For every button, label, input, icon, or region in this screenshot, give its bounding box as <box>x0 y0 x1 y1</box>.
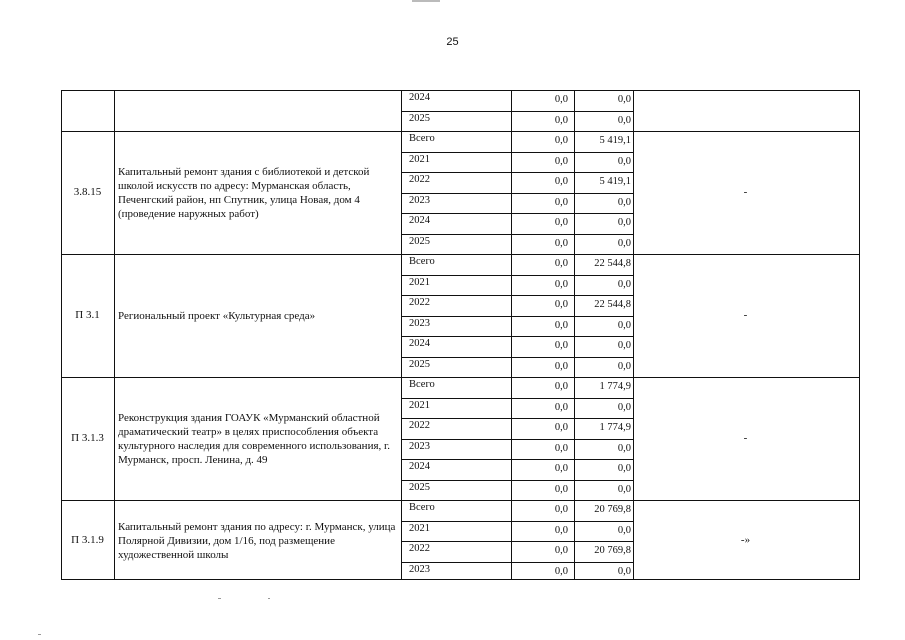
year-cell: 2021 <box>409 399 430 411</box>
value-cell: 0,0 <box>554 545 568 556</box>
year-cell: 2025 <box>409 358 430 370</box>
value-cell: 0,0 <box>617 94 631 105</box>
value-cell: 0,0 <box>617 196 631 208</box>
column-divider <box>633 90 634 580</box>
value-cell: 0,0 <box>617 483 631 495</box>
year-cell: 2021 <box>409 522 430 534</box>
value-cell: 0,0 <box>554 176 568 187</box>
year-cell: 2021 <box>409 153 430 165</box>
year-cell: 2022 <box>409 174 430 185</box>
value-cell: 1 774,9 <box>599 381 631 392</box>
value-cell: 0,0 <box>617 319 631 331</box>
table-border <box>61 90 860 580</box>
item-note: - <box>743 308 748 321</box>
year-cell: 2022 <box>409 543 430 554</box>
value-cell: 0,0 <box>554 340 568 351</box>
page-number: 25 <box>446 36 459 48</box>
value-cell: 0,0 <box>554 504 568 515</box>
section-divider <box>61 500 860 501</box>
row-divider <box>401 459 633 460</box>
item-note: - <box>743 431 748 444</box>
value-cell: 0,0 <box>554 94 568 105</box>
value-cell: 0,0 <box>554 258 568 269</box>
row-divider <box>401 398 633 399</box>
item-note: - <box>743 185 748 198</box>
year-cell: 2022 <box>409 420 430 431</box>
section-divider <box>61 254 860 255</box>
value-cell: 0,0 <box>554 155 568 167</box>
section-divider <box>61 131 860 132</box>
value-cell: 0,0 <box>617 360 631 372</box>
value-cell: 0,0 <box>554 299 568 310</box>
row-divider <box>401 275 633 276</box>
item-name: Капитальный ремонт здания с библиотекой и детской школой искусств по адресу: Мурманская область, Печенгский район, нп Спутник, улица Новая, дом 4 (проведение наружных работ) <box>118 165 370 220</box>
value-cell: 0,0 <box>554 360 568 372</box>
column-divider <box>114 90 115 580</box>
year-cell: Всего <box>409 502 435 513</box>
year-cell: Всего <box>409 379 435 390</box>
value-cell: 0,0 <box>617 401 631 413</box>
column-divider <box>511 90 512 580</box>
row-divider <box>401 172 633 173</box>
item-note: -» <box>740 534 751 546</box>
value-cell: 0,0 <box>617 524 631 536</box>
row-divider <box>401 234 633 235</box>
value-cell: 0,0 <box>617 237 631 249</box>
value-cell: 0,0 <box>554 463 568 474</box>
year-cell: 2025 <box>409 235 430 247</box>
value-cell: 0,0 <box>617 442 631 454</box>
row-divider <box>401 111 633 112</box>
value-cell: 0,0 <box>554 524 568 536</box>
year-cell: 2024 <box>409 215 430 226</box>
item-code: П 3.1 <box>75 308 100 321</box>
row-divider <box>401 521 633 522</box>
value-cell: 0,0 <box>554 217 568 228</box>
scan-speck <box>38 634 41 635</box>
value-cell: 0,0 <box>617 155 631 167</box>
value-cell: 0,0 <box>554 381 568 392</box>
value-cell: 0,0 <box>617 278 631 290</box>
section-divider <box>61 377 860 378</box>
row-divider <box>401 541 633 542</box>
row-divider <box>401 193 633 194</box>
row-divider <box>401 336 633 337</box>
row-divider <box>401 295 633 296</box>
year-cell: 2025 <box>409 112 430 124</box>
value-cell: 0,0 <box>554 442 568 454</box>
value-cell: 0,0 <box>554 237 568 249</box>
item-name: Реконструкция здания ГОАУК «Мурманский областной драматический театр» в целях приспособления объекта культурного наследия для современного использования, г. Мурманск, просп. Ленина, д. 49 <box>118 411 391 466</box>
year-cell: 2024 <box>409 338 430 349</box>
value-cell: 0,0 <box>617 114 631 126</box>
value-cell: 0,0 <box>554 278 568 290</box>
row-divider <box>401 480 633 481</box>
year-cell: 2023 <box>409 440 430 452</box>
scan-mark <box>412 0 440 2</box>
value-cell: 0,0 <box>617 217 631 228</box>
value-cell: 22 544,8 <box>594 299 631 310</box>
row-divider <box>401 152 633 153</box>
value-cell: 5 419,1 <box>599 176 631 187</box>
value-cell: 0,0 <box>617 340 631 351</box>
value-cell: 0,0 <box>554 565 568 577</box>
value-cell: 0,0 <box>554 319 568 331</box>
year-cell: 2024 <box>409 92 430 103</box>
year-cell: 2021 <box>409 276 430 288</box>
scan-speck <box>218 598 221 599</box>
row-divider <box>401 357 633 358</box>
item-code: П 3.1.3 <box>71 431 104 444</box>
year-cell: 2023 <box>409 194 430 206</box>
value-cell: 20 769,8 <box>594 545 631 556</box>
column-divider <box>574 90 575 580</box>
scan-speck <box>268 598 270 599</box>
row-divider <box>401 439 633 440</box>
year-cell: Всего <box>409 256 435 267</box>
year-cell: 2023 <box>409 317 430 329</box>
value-cell: 1 774,9 <box>599 422 631 433</box>
row-divider <box>401 213 633 214</box>
year-cell: 2025 <box>409 481 430 493</box>
item-code: П 3.1.9 <box>71 534 104 546</box>
value-cell: 0,0 <box>554 114 568 126</box>
item-code: 3.8.15 <box>73 185 102 198</box>
value-cell: 0,0 <box>617 463 631 474</box>
year-cell: Всего <box>409 133 435 144</box>
value-cell: 0,0 <box>554 196 568 208</box>
value-cell: 0,0 <box>554 135 568 146</box>
item-name: Капитальный ремонт здания по адресу: г. Мурманск, улица Полярной Дивизии, дом 1/16, под размещение художественной школы <box>118 521 396 561</box>
year-cell: 2022 <box>409 297 430 308</box>
value-cell: 0,0 <box>617 565 631 577</box>
item-name: Региональный проект «Культурная среда» <box>118 309 316 322</box>
value-cell: 0,0 <box>554 401 568 413</box>
value-cell: 5 419,1 <box>599 135 631 146</box>
year-cell: 2024 <box>409 461 430 472</box>
value-cell: 0,0 <box>554 422 568 433</box>
row-divider <box>401 562 633 563</box>
value-cell: 20 769,8 <box>594 504 631 515</box>
value-cell: 0,0 <box>554 483 568 495</box>
row-divider <box>401 418 633 419</box>
column-divider <box>401 90 402 580</box>
budget-table <box>61 90 860 580</box>
row-divider <box>401 316 633 317</box>
value-cell: 22 544,8 <box>594 258 631 269</box>
year-cell: 2023 <box>409 563 430 575</box>
